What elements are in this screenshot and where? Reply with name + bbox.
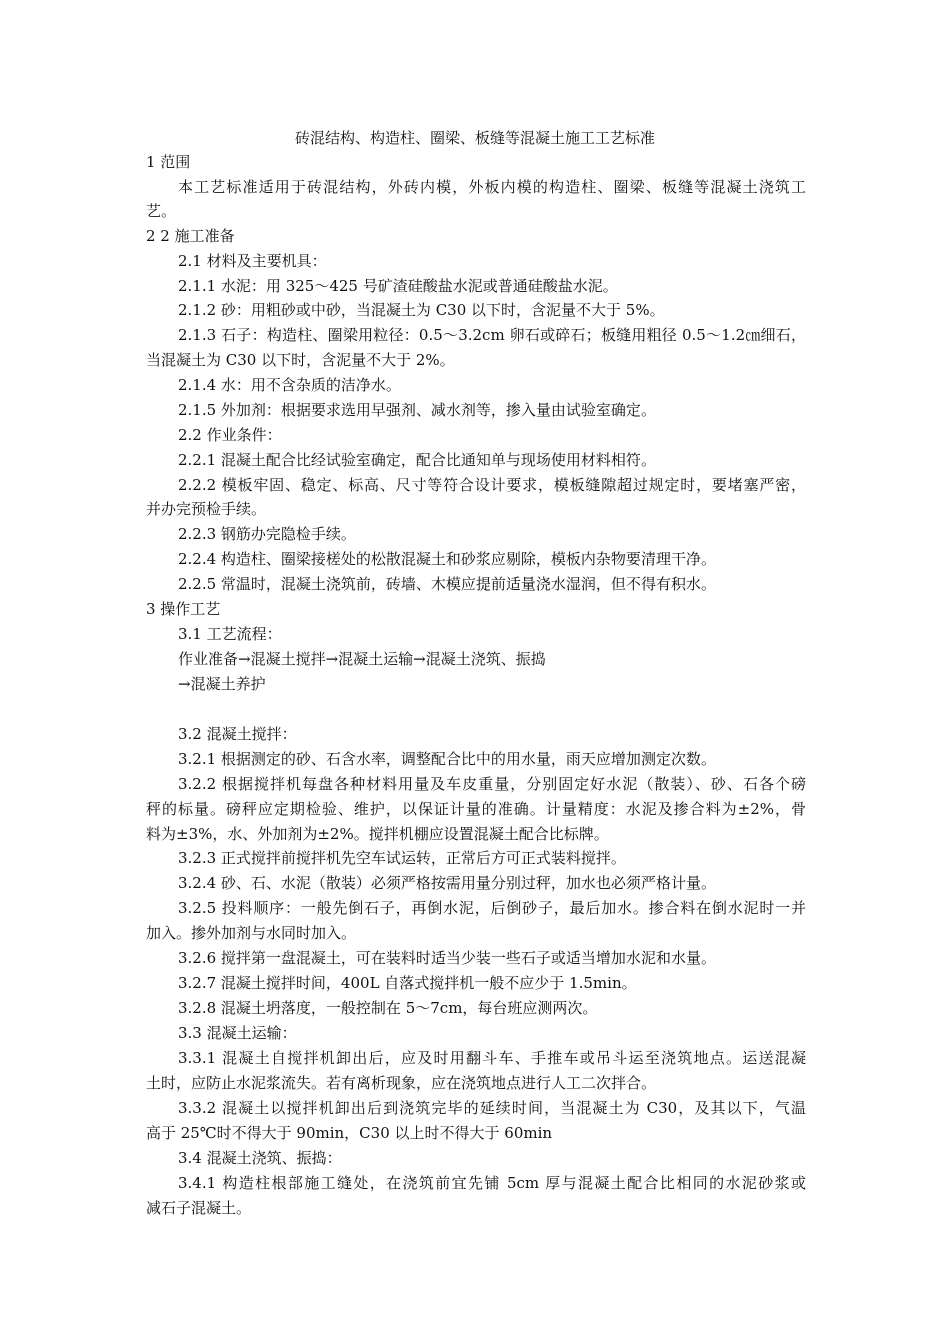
paragraph-text: 2.2.1 混凝土配合比经试验室确定，配合比通知单与现场使用材料相符。 — [178, 451, 656, 469]
section-2-heading: 2 2 施工准备 — [146, 227, 235, 245]
subsection-heading: 3.3 混凝土运输： — [178, 1024, 297, 1042]
paragraph-text: 加入。掺外加剂与水同时加入。 — [146, 924, 357, 942]
paragraph-text: 并办完预检手续。 — [146, 500, 267, 518]
paragraph-text: 3.4.1 构造柱根部施工缝处，在浇筑前宜先铺 5cm 厚与混凝土配合比相同的水泥砂浆或 — [178, 1174, 806, 1192]
paragraph-text: 当混凝土为 C30 以下时，含泥量不大于 2%。 — [146, 351, 455, 369]
paragraph-text: 2.2.2 模板牢固、稳定、标高、尺寸等符合设计要求，模板缝隙超过规定时，要堵塞严密， — [178, 476, 806, 494]
paragraph-text: 3.2.8 混凝土坍落度，一般控制在 5～7cm，每台班应测两次。 — [178, 999, 598, 1017]
paragraph-text: 3.2.4 砂、石、水泥（散装）必须严格按需用量分别过秤，加水也必须严格计量。 — [178, 874, 716, 892]
paragraph-text: 2.1.4 水：用不含杂质的洁净水。 — [178, 376, 401, 394]
paragraph-text: 2.1.2 砂：用粗砂或中砂，当混凝土为 C30 以下时，含泥量不大于 5%。 — [178, 301, 665, 319]
paragraph-text: 艺。 — [146, 202, 177, 220]
paragraph-text: 2.1.1 水泥：用 325～425 号矿渣硅酸盐水泥或普通硅酸盐水泥。 — [178, 277, 618, 295]
process-flow-line: →混凝土养护 — [178, 675, 266, 693]
process-flow-line: 作业准备→混凝土搅拌→混凝土运输→混凝土浇筑、振捣 — [178, 650, 546, 668]
paragraph-text: 3.2.5 投料顺序：一般先倒石子，再倒水泥，后倒砂子，最后加水。掺合料在倒水泥时一并 — [178, 899, 806, 917]
paragraph-text: 2.2.4 构造柱、圈梁接槎处的松散混凝土和砂浆应剔除，模板内杂物要清理干净。 — [178, 550, 716, 568]
paragraph-text: 土时，应防止水泥浆流失。若有离析现象，应在浇筑地点进行人工二次拌合。 — [146, 1074, 657, 1092]
paragraph-text: 3.3.2 混凝土以搅拌机卸出后到浇筑完毕的延续时间，当混凝土为 C30，及其以下，气温 — [178, 1099, 806, 1117]
subsection-heading: 3.4 混凝土浇筑、振捣： — [178, 1149, 342, 1167]
paragraph-text: 2.1.5 外加剂：根据要求选用早强剂、减水剂等，掺入量由试验室确定。 — [178, 401, 656, 419]
paragraph-text: 3.2.1 根据测定的砂、石含水率，调整配合比中的用水量，雨天应增加测定次数。 — [178, 750, 716, 768]
paragraph-text: 减石子混凝土。 — [146, 1199, 252, 1217]
paragraph-text: 2.2.3 钢筋办完隐检手续。 — [178, 525, 356, 543]
subsection-heading: 2.1 材料及主要机具： — [178, 252, 327, 270]
subsection-heading: 3.2 混凝土搅拌： — [178, 725, 297, 743]
paragraph-text: 2.2.5 常温时，混凝土浇筑前，砖墙、木模应提前适量浇水湿润，但不得有积水。 — [178, 575, 716, 593]
paragraph-text: 3.2.2 根据搅拌机每盘各种材料用量及车皮重量，分别固定好水泥（散装）、砂、石各个磅 — [178, 775, 806, 793]
paragraph-text: 3.3.1 混凝土自搅拌机卸出后，应及时用翻斗车、手推车或吊斗运至浇筑地点。运送混凝 — [178, 1049, 806, 1067]
section-3-heading: 3 操作工艺 — [146, 600, 221, 618]
paragraph-text: 料为±3%，水、外加剂为±2%。搅拌机棚应设置混凝土配合比标牌。 — [146, 825, 609, 843]
section-1-heading: 1 范围 — [146, 153, 191, 171]
paragraph-text: 本工艺标准适用于砖混结构，外砖内模，外板内模的构造柱、圈梁、板缝等混凝土浇筑工 — [178, 178, 806, 196]
paragraph-text: 3.2.7 混凝土搅拌时间，400L 自落式搅拌机一般不应少于 1.5min。 — [178, 974, 637, 992]
subsection-heading: 3.1 工艺流程： — [178, 625, 282, 643]
document-title: 砖混结构、构造柱、圈梁、板缝等混凝土施工工艺标准 — [294, 129, 655, 147]
paragraph-text: 秤的标量。磅秤应定期检验、维护，以保证计量的准确。计量精度：水泥及掺合料为±2%，骨 — [146, 800, 806, 818]
paragraph-text: 2.1.3 石子：构造柱、圈梁用粒径：0.5～3.2cm 卵石或碎石；板缝用粗径 0.5～1.2㎝细石， — [178, 326, 806, 344]
subsection-heading: 2.2 作业条件： — [178, 426, 282, 444]
paragraph-text: 3.2.3 正式搅拌前搅拌机先空车试运转，正常后方可正式装料搅拌。 — [178, 849, 626, 867]
paragraph-text: 高于 25℃时不得大于 90min，C30 以上时不得大于 60min — [146, 1124, 553, 1142]
paragraph-text: 3.2.6 搅拌第一盘混凝土，可在装料时适当少装一些石子或适当增加水泥和水量。 — [178, 949, 716, 967]
